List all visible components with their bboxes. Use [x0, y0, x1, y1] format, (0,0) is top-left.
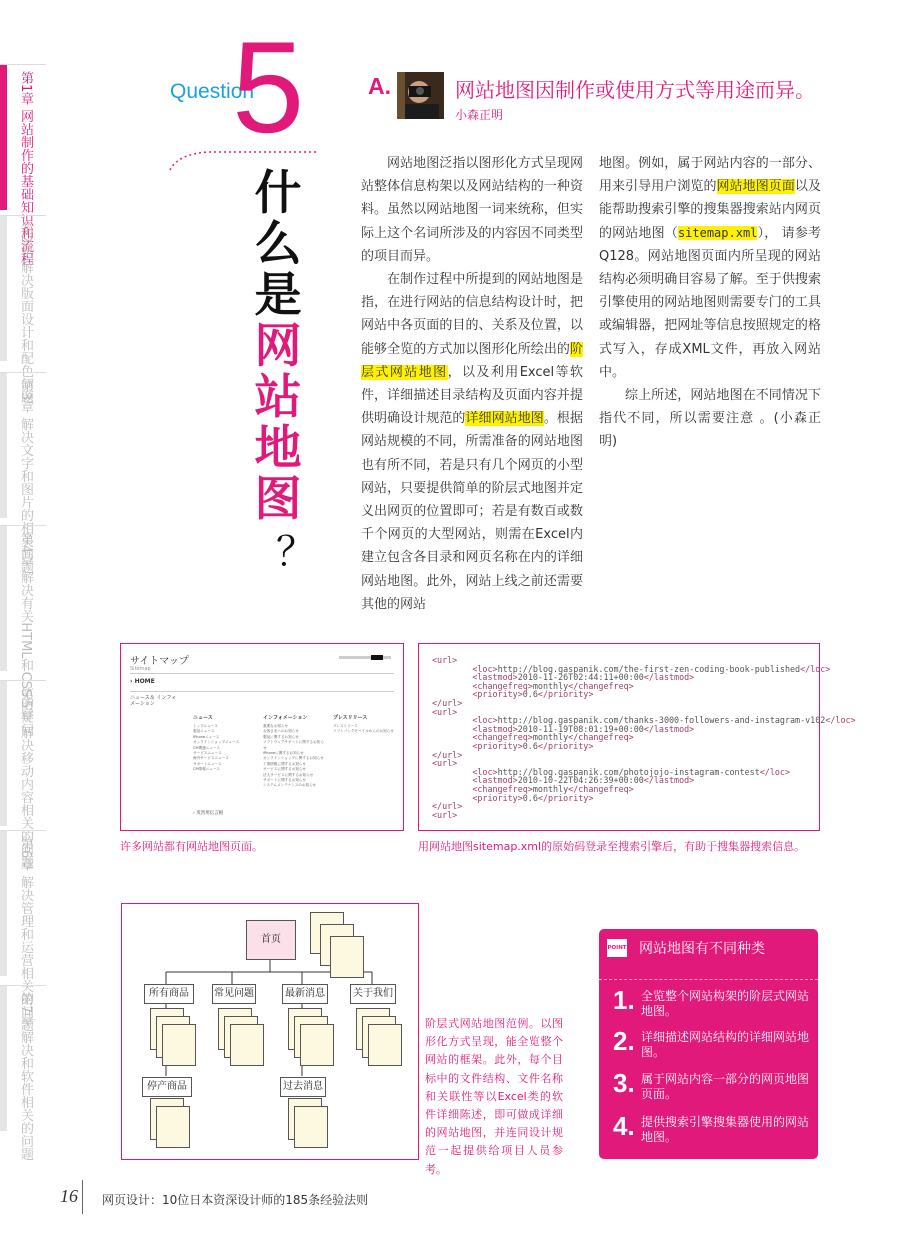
sitemap-page-figure — [120, 643, 404, 831]
fig1-group-item[interactable]: サービスニュース — [193, 751, 222, 756]
chapter-tab-label: 第7章 解决和软件相关的问题 — [18, 992, 33, 1161]
fig1-group-item[interactable]: お客さまへのお知らせ — [263, 729, 299, 734]
tree-sub1: 停产商品 — [142, 1077, 192, 1097]
text-run: 地图。例如，属于网站内容的一部分、用来引导用户浏览的 — [599, 156, 821, 195]
fig1-group-item[interactable]: ソフトウェアサポートに関するお知らせ — [263, 740, 324, 750]
fig1-group-item[interactable]: 法人サービスに関するお知らせ — [263, 772, 314, 777]
highlighted-term: sitemap.xml — [677, 225, 758, 240]
chapter-tab[interactable] — [0, 830, 46, 1032]
point-item-number: 4. — [613, 1111, 635, 1141]
fig1-home: › HOME — [130, 678, 155, 685]
fig1-group-item[interactable]: 重要なお知らせ — [263, 724, 289, 728]
chapter-tab-label: 第3章 解决文字和图片的相关问题 — [18, 379, 33, 574]
fig1-group-item[interactable]: プレスリリース — [333, 724, 358, 728]
chapter-tab-label: 第4章 解决有关HTML和CSS的疑问 — [18, 532, 33, 737]
fig1-group — [193, 714, 257, 773]
answer-title: 网站地图因制作或使用方式等用途而异。 — [455, 78, 815, 102]
highlighted-term: 详细网站地图 — [465, 411, 544, 427]
title-char: 站 — [254, 370, 302, 425]
fig1-slider — [339, 656, 391, 659]
chapter-tab-label: 第2章 解决版面设计和配色问题 — [18, 222, 33, 404]
fig1-footer: › 災害用伝言板 — [193, 811, 224, 816]
point-item-text: 属于网站内容一部分的网页地图页面。 — [641, 1072, 810, 1101]
sitemap-xml-figure — [418, 643, 856, 831]
tree-child: 最新消息 — [282, 984, 328, 1004]
fig1-group — [263, 714, 327, 789]
footer-divider — [82, 1180, 83, 1214]
tree-child: 所有商品 — [144, 984, 194, 1004]
chapter-tab-label: 第6章 解决管理和运营相关的问题 — [18, 837, 33, 1032]
paragraph — [599, 152, 821, 384]
text-run: 以及能帮助搜索引擎的搜集器搜索站内网页的网站地图（ — [599, 179, 821, 241]
document-icon — [368, 1024, 402, 1066]
title-char: 是 — [254, 268, 302, 323]
text-run: ，以及利用Excel等软件，详细描述目录结构及页面内容并提供明确设计规范的 — [361, 364, 583, 427]
paragraph — [361, 268, 583, 616]
fig1-group-item[interactable]: 工事情報に関するお知らせ — [263, 761, 307, 766]
text-run: ）， 请参考Q128。网站地图页面内所呈现的网站结构必须明确目容易了解。至于供搜索引擎使用的网站地图则需要专门的工具或编辑器，把网址等信息按照规定的格式写入，存成XML文件，再放入网站中。 — [599, 225, 821, 380]
title-char: 网 — [254, 319, 302, 374]
point-item-text: 提供搜索引擎搜集器使用的网站地图。 — [641, 1115, 810, 1144]
fig1-group-item[interactable]: サポートニュース — [193, 761, 222, 766]
tree-child: 关于我们 — [350, 984, 396, 1004]
title-char: 么 — [254, 217, 302, 272]
text-run: 网站地图泛指以图形化方式呈现网站整体信息构架以及网站结构的一种资料。虽然以网站地图一词来统称，但实际上这个名词所涉及的内容因不同类型的项目而异。 — [361, 156, 583, 264]
fig1-subtitle: Sitemap — [130, 666, 151, 672]
fig2-caption: 用网站地图sitemap.xml的原始码登录至搜索引擎后，有助于搜集器搜索信息。 — [418, 840, 806, 853]
chapter-tab[interactable] — [0, 64, 46, 266]
title-char: 什 — [254, 166, 302, 221]
tree-sub2: 过去消息 — [280, 1077, 326, 1097]
question-number: 5 — [232, 14, 305, 160]
point-badge: POINT — [607, 939, 627, 957]
text-run: 综上所述，网站地图在不同情况下指代不同，所以需要注意 。(小森正明) — [599, 388, 821, 450]
fig1-group-item[interactable]: CM関連ニュース — [193, 745, 220, 750]
fig1-group-item[interactable]: トップニュース — [193, 724, 218, 728]
question-word: Question — [170, 80, 255, 103]
answer-label: A. — [368, 73, 391, 99]
chapter-tab-label: 第1章 网站制作的基础知识和流程 — [18, 71, 33, 266]
body-column-2 — [599, 152, 821, 454]
dotted-connector — [168, 112, 328, 172]
fig1-group-item[interactable]: オンラインショップニュース — [193, 740, 240, 745]
fig1-group-item[interactable]: システムメンテナンスのお知らせ — [263, 783, 317, 788]
point-item-number: 1. — [613, 985, 635, 1015]
document-icon — [230, 1024, 264, 1066]
chapter-tab[interactable] — [0, 215, 46, 404]
fig1-group-item[interactable]: サポートに関するお知らせ — [263, 778, 307, 783]
fig1-section: ニュース＆ インフォメーション — [130, 695, 177, 707]
highlighted-term: 网站地图页面 — [716, 179, 795, 195]
chapter-tab[interactable] — [0, 372, 46, 574]
title-char: 地 — [254, 421, 302, 476]
point-item-text: 全览整个网站构架的阶层式网站地图。 — [641, 989, 810, 1018]
document-icon — [300, 1024, 334, 1066]
author-photo — [397, 72, 444, 119]
author-name: 小森正明 — [455, 108, 504, 122]
book-title: 网页设计：10位日本资深设计师的185条经验法则 — [102, 1193, 369, 1207]
text-run: 。根据网站规模的不同，所需准备的网站地图也有所不同，若是只有几个网页的小型网站，只要提供简单的阶层式地图并定义出网页的位置即可；若是有数百或数千个网页的大型网站，则需在Excel内建立包含各目录和网页名称在内的详细网站地图。此外，网站上线之前还需要其他的网站 — [361, 411, 583, 612]
tree-diagram-figure — [121, 903, 419, 1160]
fig1-group-item[interactable]: 製品ニュース — [193, 729, 215, 734]
fig1-group — [333, 714, 397, 735]
fig1-title: サイトマップ — [130, 656, 189, 667]
point-item-number: 3. — [613, 1068, 635, 1098]
fig1-group-item[interactable]: CM情報ニュース — [193, 767, 220, 772]
tree-root: 首页 — [246, 920, 296, 960]
paragraph — [361, 152, 583, 268]
point-box — [599, 929, 818, 1159]
document-icon — [162, 1024, 196, 1066]
fig1-group-item[interactable]: iPhoneに関するお知らせ — [263, 751, 304, 756]
paragraph — [599, 384, 821, 454]
fig1-group-item[interactable]: 製品に関するお知らせ — [263, 734, 299, 739]
fig1-group-head: プレスリリース — [333, 715, 368, 721]
fig3-caption: 阶层式网站地图范例。以图形化方式呈现，能全览整个网站的框架。此外，每个目标中的文件结构、文件名称和关联性等以Excel类的软件详细陈述，即可做成详细的网站地图，并连同设计规范一起提供给项目人员参考。 — [425, 1017, 563, 1176]
fig1-group-item[interactable]: オンラインショップに関するお知らせ — [263, 756, 324, 761]
fig1-group-head: インフォメーション — [263, 715, 308, 721]
point-item-number: 2. — [613, 1026, 635, 1056]
tree-child: 常见问题 — [212, 984, 256, 1004]
chapter-tab[interactable] — [0, 985, 46, 1161]
highlighted-term: 阶层式网站地图 — [361, 341, 583, 380]
body-column-1 — [361, 152, 583, 616]
fig1-group-item[interactable]: ソフトバンクモバイルからのお知らせ — [333, 729, 394, 734]
text-run: 在制作过程中所提到的网站地图是指，在进行网站的信息结构设计时，把网站中各页面的目的、关系及位置，以能够全览的方式加以图形化所绘出的 — [361, 272, 583, 357]
fig1-group-item[interactable]: サービスに関するお知らせ — [263, 767, 307, 772]
title-char: 图 — [254, 472, 302, 527]
fig1-group-head: ニュース — [193, 715, 213, 721]
chapter-tab[interactable] — [0, 680, 46, 869]
fig1-group-item[interactable]: 海外サービスニュース — [193, 756, 229, 761]
page-number: 16 — [60, 1186, 78, 1206]
chapter-tab[interactable] — [0, 525, 46, 737]
point-item-text: 详细描述网站结构的详细网站地图。 — [641, 1030, 810, 1059]
question-title — [248, 168, 308, 525]
point-title: 网站地图有不同种类 — [639, 941, 765, 957]
fig1-caption: 许多网站都有网站地图页面。 — [120, 840, 263, 853]
fig1-group-item[interactable]: iPhoneニュース — [193, 734, 220, 739]
chapter-tab-label: 第5章 解决移动内容相关的问题 — [18, 687, 33, 869]
question-mark: ？ — [276, 530, 316, 574]
xml-code: <url> <loc>http://blog.gaspanik.com/the-first-zen-coding-book-published</loc> <lastmod>2010-11-26T02:44:11+00:00</lastmod> <changefreq>monthly</changefreq> <priority>0.6</priority> </url> <url> <loc>http://blog.gaspanik.com/thanks-3000-followers-and-instagram-v102</loc> <lastmod>2010-11-19T08:01:19+00:00</lastmod> <changefreq>monthly</changefreq> <priority>0.6</priority> </url> <url> <loc>http://blog.gaspanik.com/photojojo-instagram-contest</loc> <lastmod>2010-10-22T04:26:39+00:00</lastmod> <changefreq>monthly</changefreq> <priority>0.6</priority> </url> <url> — [432, 655, 856, 820]
